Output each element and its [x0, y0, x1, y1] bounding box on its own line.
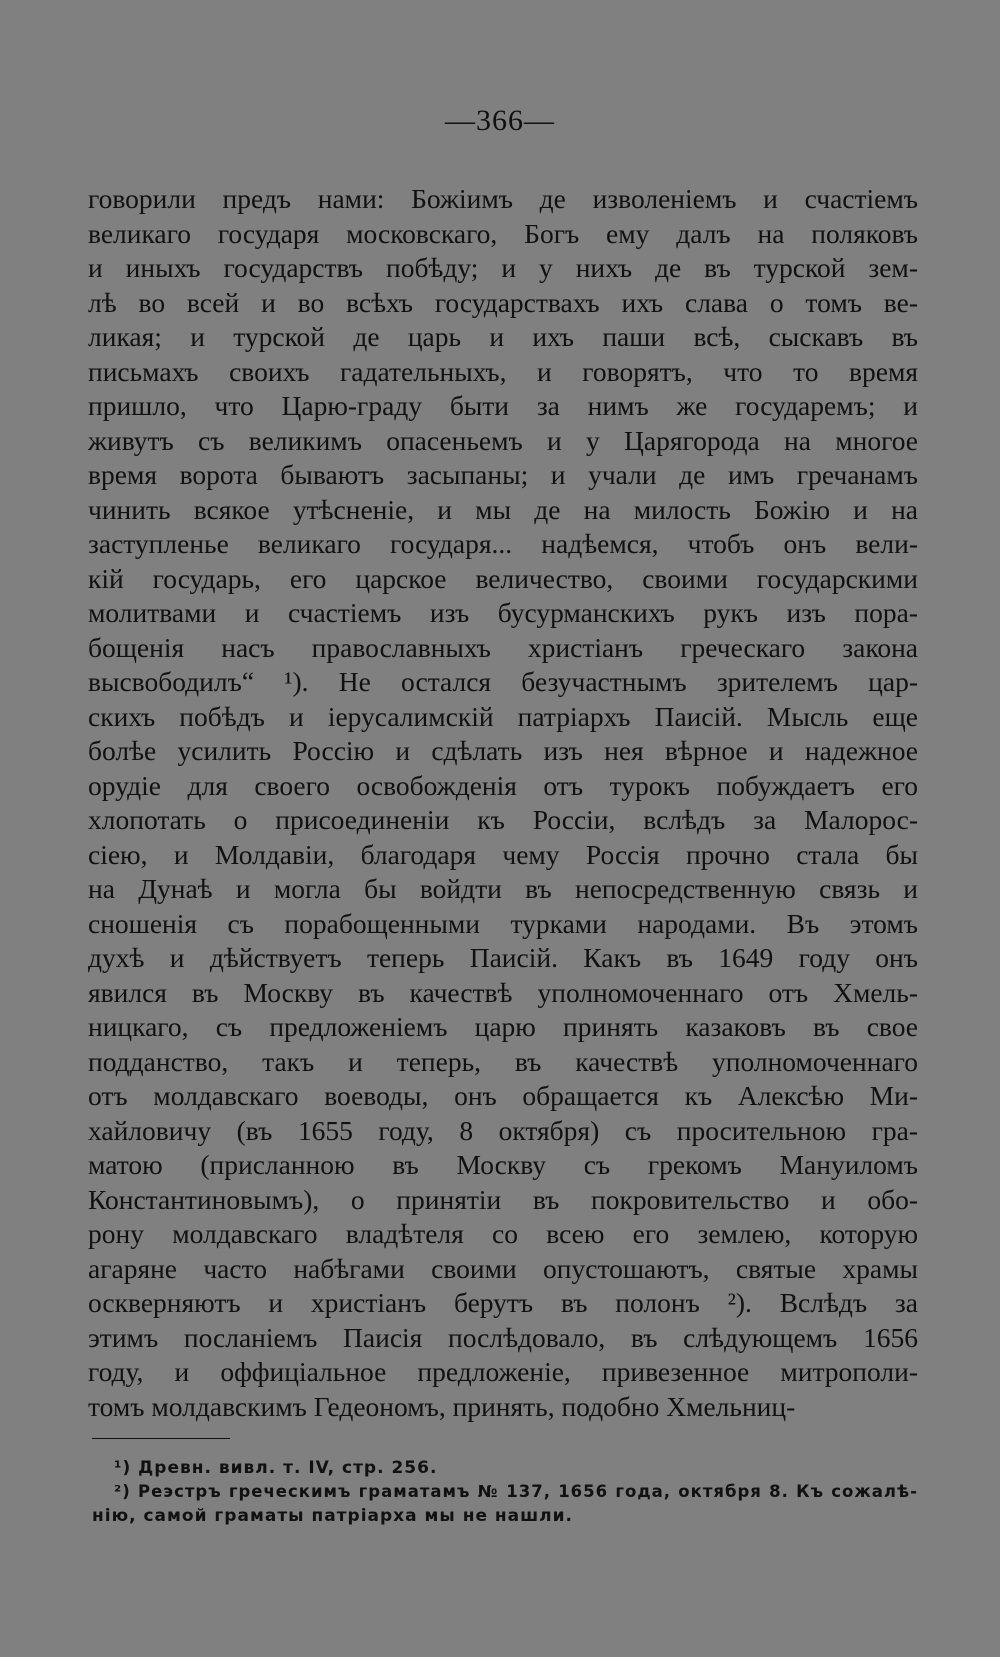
text-line: пришло, что Царю-граду быти за нимъ же государемъ; и [88, 390, 918, 421]
text-line: оскверняютъ и христіанъ берутъ въ полонъ ²). Вслѣдъ за [88, 1287, 918, 1318]
text-line: говорили предъ нами: Божіимъ де изволеніемъ и счастіемъ [88, 183, 918, 214]
footnote-1: ¹) Древн. вивл. т. IV, стр. 256. [114, 1458, 438, 1478]
text-line: матою (присланною въ Москву съ грекомъ Мануиломъ [88, 1149, 918, 1180]
text-line: великаго государя московскаго, Богъ ему далъ на поляковъ [88, 217, 918, 249]
text-line: живутъ съ великимъ опасеньемъ и у Царягорода на многое [88, 424, 918, 456]
text-line: время ворота бываютъ засыпаны; и учали де имъ гречанамъ [88, 459, 918, 490]
main-text [88, 182, 918, 1424]
page-number: —366— [445, 104, 555, 137]
text-line: сношенія съ порабощенными турками народами. Въ этомъ [88, 907, 918, 939]
footnotes [92, 1456, 918, 1528]
text-line: агаряне часто набѣгами своими опустошаютъ, святые храмы [88, 1252, 918, 1284]
text-line: рону молдавскаго владѣтеля со всею его землею, которую [88, 1218, 918, 1249]
text-line: ницкаго, съ предложеніемъ царю принять казаковъ въ свое [88, 1011, 918, 1042]
text-line: и иныхъ государствъ побѣду; и у нихъ де въ турской зем- [88, 252, 918, 283]
text-line: на Дунаѣ и могла бы войдти въ непосредственную связь и [88, 873, 918, 904]
text-line: году, и оффиціальное предложеніе, привезенное митрополи- [88, 1356, 918, 1387]
text-line: кій государь, его царское величество, своими государскими [88, 562, 918, 594]
text-line: сіею, и Молдавіи, благодаря чему Россія прочно стала бы [88, 838, 918, 870]
text-line: болѣе усилить Россію и сдѣлать изъ нея вѣрное и надежное [88, 735, 918, 766]
text-line: хайловичу (въ 1655 году, 8 октября) съ просительною гра- [88, 1114, 918, 1146]
text-line: томъ молдавскимъ Гедеономъ, принять, подобно Хмельниц- [88, 1390, 796, 1422]
text-line: чинить всякое утѣсненіе, и мы де на милость Божію и на [88, 493, 918, 525]
text-line: духѣ и дѣйствуетъ теперь Паисій. Какъ въ 1649 году онъ [88, 942, 918, 973]
text-line: орудіе для своего освобожденія отъ турокъ побуждаетъ его [88, 769, 918, 801]
text-line: Константиновымъ), о принятіи въ покровительство и обо- [88, 1183, 918, 1215]
text-line: явился въ Москву въ качествѣ уполномоченнаго отъ Хмель- [88, 976, 918, 1008]
text-line: молитвами и счастіемъ изъ бусурманскихъ рукъ изъ пора- [88, 597, 918, 628]
text-line: подданство, такъ и теперь, въ качествѣ уполномоченнаго [88, 1045, 918, 1077]
text-line: лѣ во всей и во всѣхъ государствахъ ихъ слава о томъ ве- [88, 286, 918, 318]
footnote-2: ²) Реэстръ греческимъ граматамъ № 137, 1656 года, октября 8. Къ сожалѣ- [114, 1482, 918, 1501]
footnote-divider [92, 1438, 230, 1439]
text-line: скихъ побѣдъ и іерусалимскій патріархъ Паисій. Мысль еще [88, 700, 918, 732]
text-line: заступленье великаго государя... надѣемся, чтобъ онъ вели- [88, 528, 918, 559]
text-line: бощенія насъ православныхъ христіанъ греческаго закона [88, 631, 918, 663]
footnote-2-continuation: нію, самой граматы патріарха мы не нашли. [92, 1506, 573, 1526]
text-line: этимъ посланіемъ Паисія послѣдовало, въ слѣдующемъ 1656 [88, 1321, 918, 1353]
text-line: отъ молдавскаго воеводы, онъ обращается къ Алексѣю Ми- [88, 1080, 918, 1111]
text-line: хлопотать о присоединеніи къ Россіи, вслѣдъ за Малорос- [88, 804, 918, 835]
text-line: письмахъ своихъ гадательныхъ, и говорятъ, что то время [88, 355, 918, 387]
text-line: ликая; и турской де царь и ихъ паши всѣ, сыскавъ въ [88, 321, 918, 352]
text-line: высвободилъ“ ¹). Не остался безучастнымъ зрителемъ цар- [88, 666, 918, 697]
